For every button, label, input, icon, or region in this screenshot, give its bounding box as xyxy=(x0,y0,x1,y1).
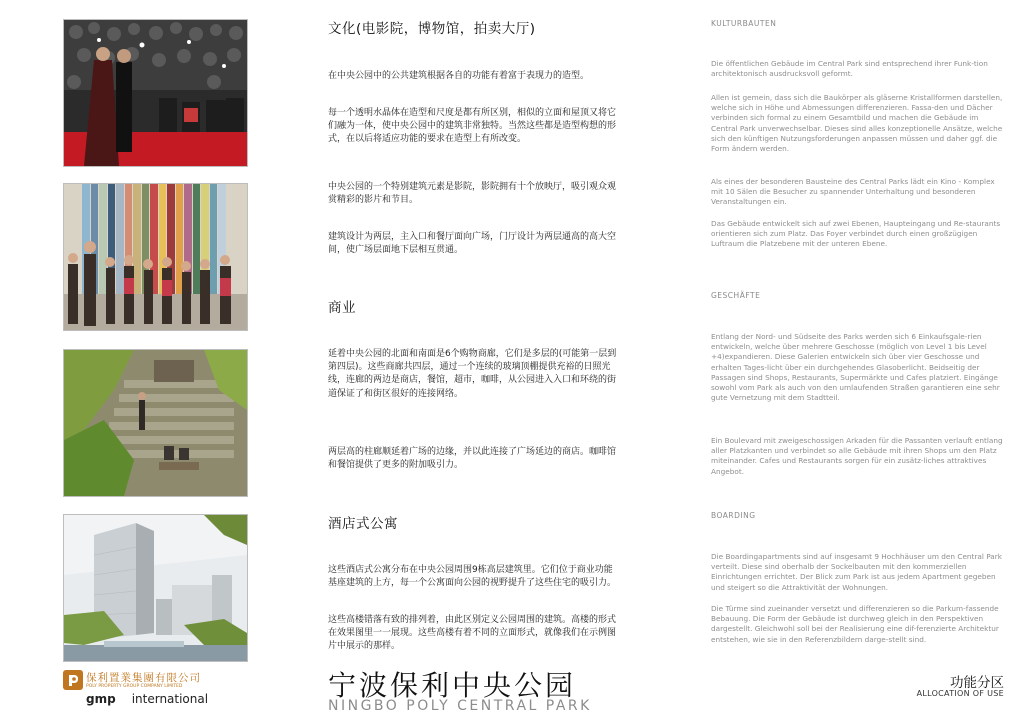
culture-paragraph-1: 在中央公园中的公共建筑根据各自的功能有着富于表现力的造型。 xyxy=(328,71,590,81)
boarding-paragraph-1: Die Boardingapartments sind auf insgesamt 9 Hochhäuser um den Central Park verteilt. Diese sind oberhalb der Sockelbauten mit den kommerziellen Einrichtungen errichtet. Der Blick zum Park ist aus jedem Apartment gegeben und steigert so die Attraktivität der Wohnungen. xyxy=(711,552,1003,592)
geschaefte-paragraph-1: Entlang der Nord- und Südseite des Parks werden sich 6 Einkaufsgale-rien entwickeln, welche über mehrere Geschosse (möglich von Level 1 bis Level +4)expandieren. Diese Galerien entwickeln sich über vier Geschosse und erhalten Tages-licht über ein durchgehendes Glasoberlicht. Beidseitig der Passagen sind Shops, Restaurants, Supermärkte und Cafes platziert. Eingänge sowohl vom Park als auch von den umlaufenden Straßen garantieren eine sehr gute Vernetzung mit dem Stadtteil. xyxy=(711,332,1000,403)
geschaefte-title: GESCHÄFTE xyxy=(711,291,761,300)
poly-logo-text-en: POLY PROPERTY GROUP COMPANY LIMITED xyxy=(86,684,183,689)
hotel-heading: 酒店式公寓 xyxy=(328,516,398,532)
poly-logo-icon xyxy=(63,670,83,690)
section-title-cn: 功能分区 xyxy=(950,675,1004,691)
project-title-cn: 宁波保利中央公园 xyxy=(328,669,577,702)
gmp-label: gmp xyxy=(86,692,116,706)
project-title-en: NINGBO POLY CENTRAL PARK xyxy=(328,698,592,714)
international-label: international xyxy=(131,692,209,706)
photo-towers-rendering xyxy=(63,514,248,662)
commerce-paragraph-2: 两层高的柱廊顺延着广场的边缘，并以此连接了广场延边的商店。咖啡馆和餐馆提供了更多的附加吸引力。 xyxy=(328,447,617,471)
geschaefte-paragraph-2: Ein Boulevard mit zweigeschossigen Arkaden für die Passanten verlauft entlang aller Platzkanten und verbindet so alle Gebäude mit ihren Shops um den Platz miteinander. Cafes und Restaurants sorgen für ein zusätz-liches attraktives Angebot. xyxy=(711,436,1003,476)
commerce-heading: 商业 xyxy=(328,300,356,316)
poly-gmp-logo xyxy=(63,670,243,710)
photo-red-carpet xyxy=(63,19,248,167)
commerce-paragraph-1: 延着中央公园的北面和南面是6个购物商廊，它们是多层的(可能第一层到第四层)。这些商廊共四层，通过一个连续的玻璃顶棚提供充裕的日照光线，连廊的两边是商店，餐馆，超市，咖啡，从公园进入入口和环绕的街道保证了和街区很好的连接网络。 xyxy=(328,349,617,399)
boarding-title: BOARDING xyxy=(711,511,756,520)
kultur-paragraph-4: Das Gebäude entwickelt sich auf zwei Ebenen, Haupteingang und Re-staurants orientieren sich zum Platz. Das Foyer verbindet durch einen großzügigen Luftraum die Platzebene mit der unteren Ebene. xyxy=(711,219,1001,249)
culture-paragraph-2: 每一个透明水晶体在造型和尺度是都有所区别，相似的立面和屋顶又将它们融为一体，使中央公园中的建筑非常独特。当然这些都是造型构想的形式，在以后将适应功能的要求在造型上有所改变。 xyxy=(328,108,617,145)
photo-children-glass-wall xyxy=(63,183,248,331)
hotel-paragraph-2: 这些高楼错落有致的排列着，由此区别定义公园周围的建筑。高楼的形式在效果图里一一展现。这些高楼有着不同的立面形式，就像我们在示例图片中展示的那样。 xyxy=(328,615,617,652)
kultur-title: KULTURBAUTEN xyxy=(711,19,777,28)
kultur-paragraph-3: Als eines der besonderen Bausteine des Central Parks lädt ein Kino - Komplex mit 10 Sälen die Besucher zu spannender Unterhaltung und besonderen Veranstaltungen ein. xyxy=(711,177,995,207)
culture-paragraph-3: 中央公园的一个特别建筑元素是影院，影院拥有十个放映厅，吸引观众观赏精彩的影片和节目。 xyxy=(328,182,617,206)
kultur-paragraph-1: Die öffentlichen Gebäude im Central Park sind entsprechend ihrer Funk-tion architektonisch ausdrucksvoll geformt. xyxy=(711,59,988,79)
boarding-paragraph-2: Die Türme sind zueinander versetzt und differenzieren so die Parkum-fassende Bebauung. Die Form der Gebäude ist durchweg gleich in den Perspektiven dargestellt. Gleichwohl soll bei der Realisierung eine dif-ferenzierte Architektur entstehen, wie sie in den Referenzbildern darge-stellt sind. xyxy=(711,604,999,644)
hotel-paragraph-1: 这些酒店式公寓分布在中央公园周围9栋高层建筑里。它们位于商业功能基座建筑的上方，每一个公寓面向公园的视野提升了这些住宅的吸引力。 xyxy=(328,565,617,589)
photo-plaza-trees xyxy=(63,349,248,497)
culture-heading: 文化(电影院，博物馆，拍卖大厅) xyxy=(328,21,536,37)
poly-logo-text-cn: 保利置業集團有限公司 xyxy=(86,672,201,684)
kultur-paragraph-2: Allen ist gemein, dass sich die Baukörper als gläserne Kristallformen darstellen, welche sich in Höhe und Abmessungen differenzieren. Fassa-den und Dächer verbinden sich formal zu einem Gesamtbild und machen die Gebäude im Central Park unverwechselbar. Dieses sind alles konzeptionelle Ansätze, welche sich den künftigen Nutzungsforderungen anpassen müssen und daher ggf. die Form ändern werden. xyxy=(711,93,1003,154)
section-title-en: ALLOCATION OF USE xyxy=(916,689,1004,698)
culture-paragraph-4: 建筑设计为两层，主入口和餐厅面向广场，门厅设计为两层通高的高大空间，使广场层面地下层相互贯通。 xyxy=(328,232,617,256)
gmp-logo-text xyxy=(86,692,208,706)
